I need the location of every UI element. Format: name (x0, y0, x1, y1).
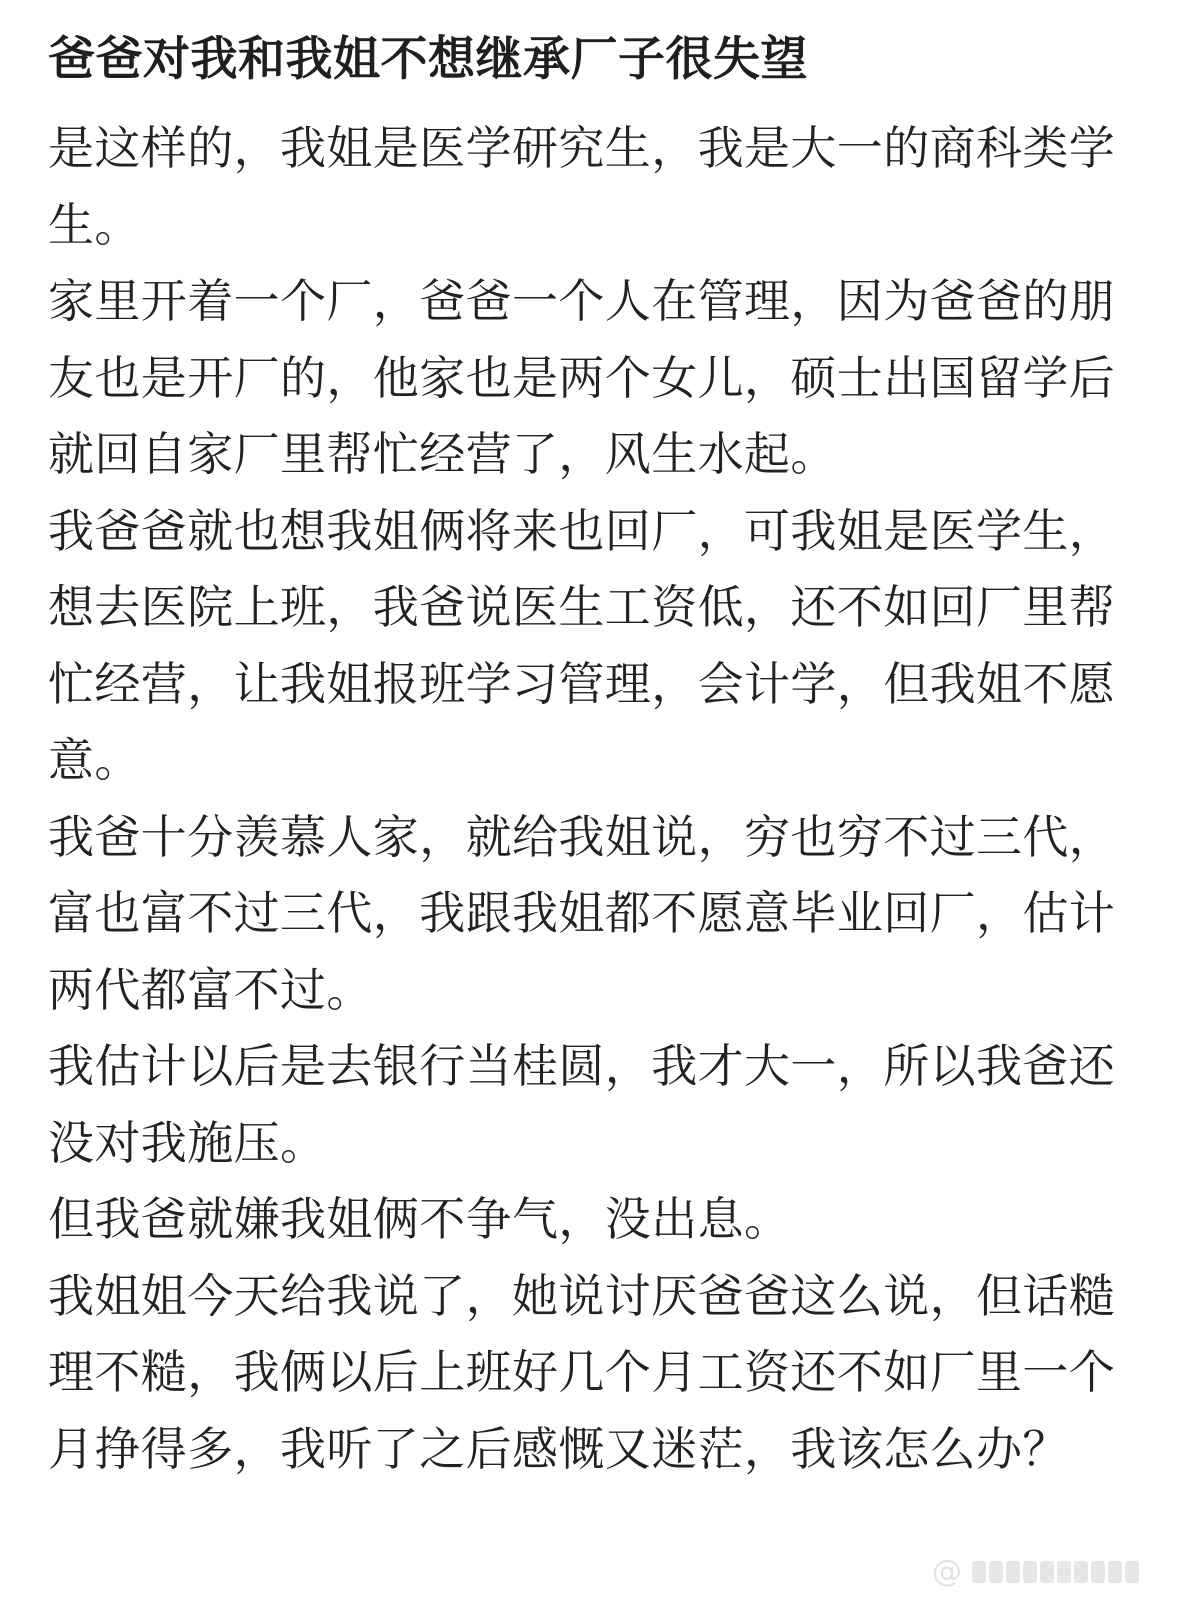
post-paragraph: 是这样的，我姐是医学研究生，我是大一的商科类学生。 (48, 121, 1116, 252)
post-paragraph: 我估计以后是去银行当桂圆，我才大一，所以我爸还没对我施压。 (48, 1039, 1116, 1170)
post-paragraph: 但我爸就嫌我姐俩不争气，没出息。 (48, 1192, 791, 1246)
post-paragraph: 家里开着一个厂，爸爸一个人在管理，因为爸爸的朋友也是开厂的，他家也是两个女儿，硕士出国留学后就回自家厂里帮忙经营了，风生水起。 (48, 274, 1116, 481)
post-paragraph: 我爸十分羡慕人家，就给我姐说，穷也穷不过三代，富也富不过三代，我跟我姐都不愿意毕业回厂，估计两代都富不过。 (48, 809, 1116, 1017)
post-paragraph: 我爸爸就也想我姐俩将来也回厂，可我姐是医学生，想去医院上班，我爸说医生工资低，还不如回厂里帮忙经营，让我姐报班学习管理，会计学，但我姐不愿意。 (48, 503, 1116, 787)
post-paragraph: 我姐姐今天给我说了，她说讨厌爸爸这么说，但话糙理不糙，我俩以后上班好几个月工资还不如厂里一个月挣得多，我听了之后感慨又迷茫，我该怎么办？ (48, 1268, 1116, 1476)
watermark-at-sign: @ (932, 1554, 962, 1589)
post-title: 爸爸对我和我姐不想继承厂子很失望 (48, 32, 808, 87)
watermark (932, 1554, 1139, 1589)
blurred-username (972, 1561, 1139, 1583)
post-content (48, 24, 1134, 1487)
